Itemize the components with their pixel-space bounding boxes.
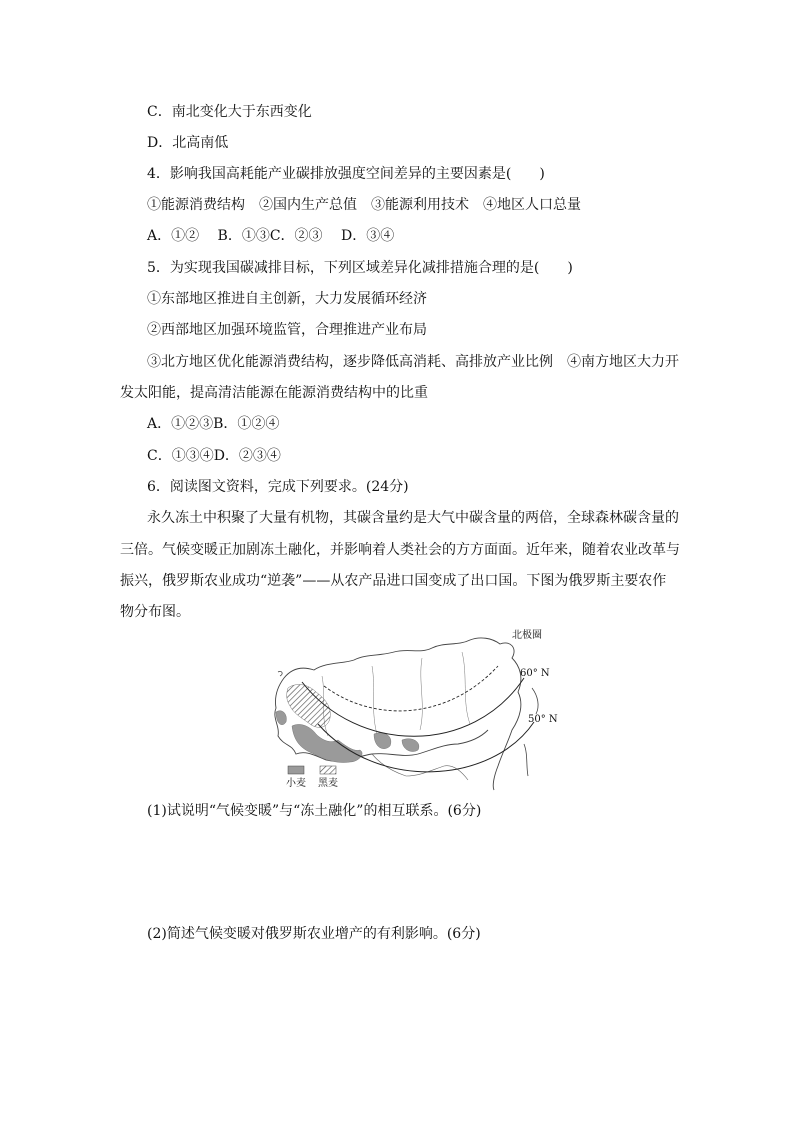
wheat-region-4 — [276, 711, 286, 725]
q6-sub2: (2)简述气候变暖对俄罗斯农业增产的有利影响。(6分) — [147, 926, 481, 942]
q5-item3-line1: ③北方地区优化能源消费结构，逐步降低高消耗、高排放产业比例 ④南方地区大力开 — [147, 354, 679, 370]
label-60n: 60° N — [520, 668, 550, 679]
russia-crop-map-svg — [262, 626, 558, 792]
russia-crop-map — [262, 626, 558, 792]
q3-option-c: C．南北变化大于东西变化 — [147, 104, 312, 120]
rye-region — [287, 685, 331, 728]
q5-stem: 5．为实现我国碳减排目标，下列区域差异化减排措施合理的是( ) — [147, 260, 573, 276]
q5-options-cd: C．①③④D．②③④ — [147, 448, 281, 464]
q4-stem: 4．影响我国高耗能产业碳排放强度空间差异的主要因素是( ) — [147, 166, 545, 182]
q4-options: A．①② B．①③C．②③ D．③④ — [147, 228, 395, 244]
q5-item3-line2: 发太阳能，提高清洁能源在能源消费结构中的比重 — [120, 385, 428, 401]
legend-rye-swatch — [320, 766, 336, 774]
legend-wheat-swatch — [288, 766, 304, 774]
wheat-region-3 — [402, 739, 419, 752]
legend-wheat-label: 小麦 — [286, 778, 306, 789]
wheat-region — [292, 724, 362, 762]
arctic-circle-label: 北极圈 — [512, 630, 542, 641]
q6-passage-line3: 振兴，俄罗斯农业成功“逆袭”——从农产品进口国变成了出口国。下图为俄罗斯主要农作 — [120, 573, 667, 589]
sakhalin-island — [524, 744, 528, 776]
china-border — [372, 754, 468, 780]
legend-rye-label: 黑麦 — [318, 778, 338, 789]
internal-borders — [322, 652, 470, 738]
q5-item2: ②西部地区加强环境监管，合理推进产业布局 — [147, 322, 427, 338]
wheat-region-2 — [374, 733, 391, 749]
kamchatka — [532, 688, 538, 714]
q5-options-ab: A．①②③B．①②④ — [147, 416, 280, 432]
q3-option-d: D．北高南低 — [147, 135, 229, 151]
novaya-zemlya — [278, 671, 282, 676]
q5-item1: ①东部地区推进自主创新，大力发展循环经济 — [147, 291, 427, 307]
q6-passage-line2: 三倍。气候变暖正加剧冻土融化，并影响着人类社会的方方面面。近年来，随着农业改革与 — [120, 542, 680, 558]
label-50n: 50° N — [528, 714, 558, 725]
q6-stem: 6．阅读图文资料，完成下列要求。(24分) — [147, 479, 409, 495]
parallel-60n-line — [302, 678, 524, 736]
q6-sub1: (1)试说明“气候变暖”与“冻土融化”的相互联系。(6分) — [147, 803, 482, 819]
q4-factors: ①能源消费结构 ②国内生产总值 ③能源利用技术 ④地区人口总量 — [147, 197, 581, 213]
parallel-50n-line — [318, 722, 534, 772]
arctic-circle-line — [324, 666, 498, 711]
q6-passage-line4: 物分布图。 — [120, 604, 190, 620]
q6-passage-line1: 永久冻土中积聚了大量有机物，其碳含量约是大气中碳含量的两倍，全球森林碳含量的 — [147, 510, 679, 526]
